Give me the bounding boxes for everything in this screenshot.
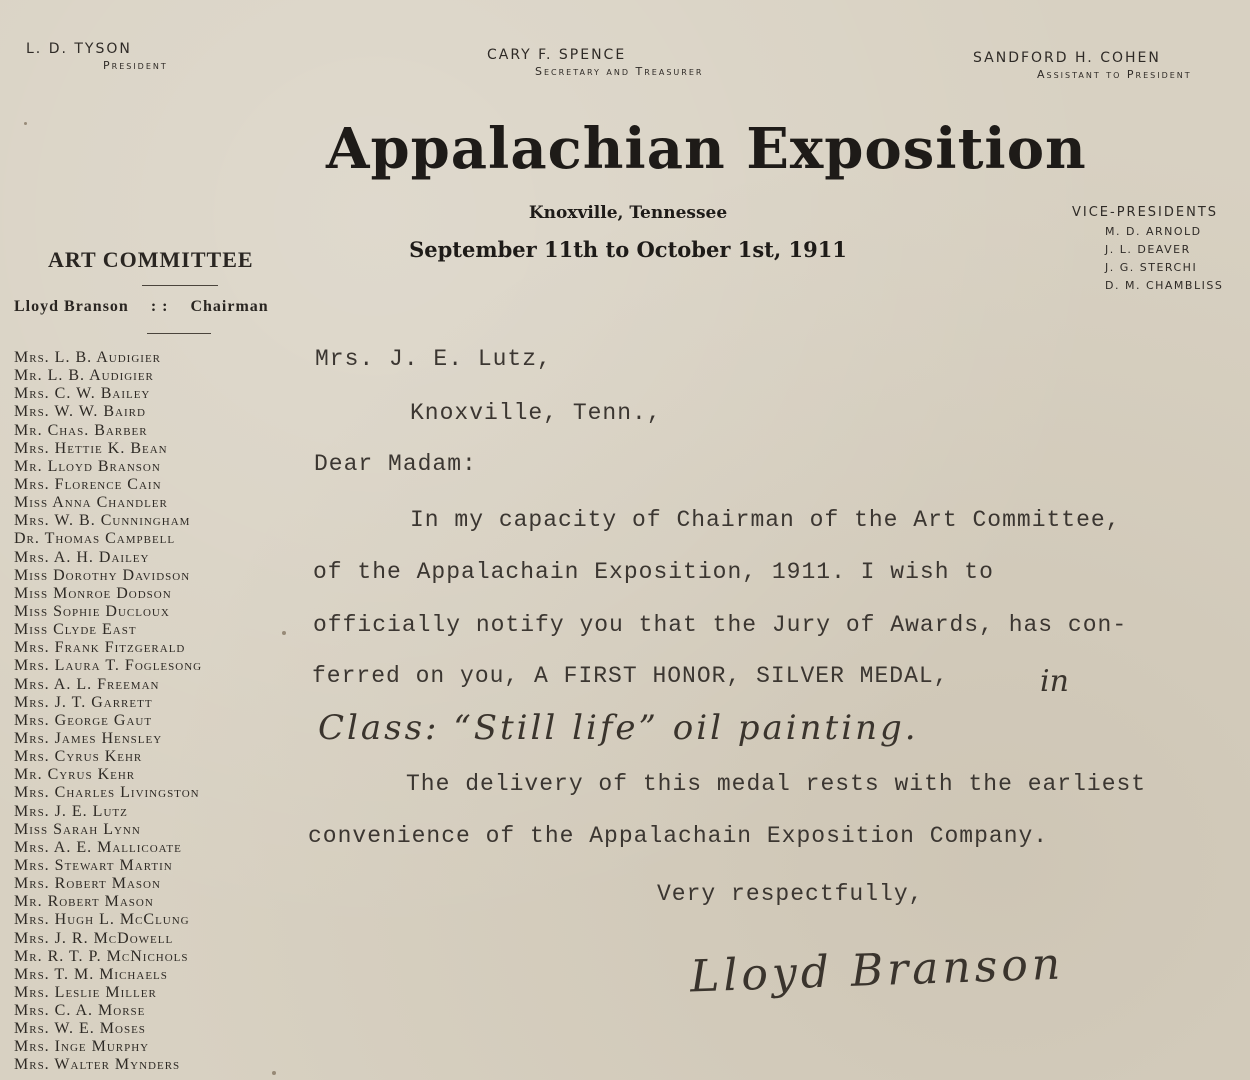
committee-member: Mrs. Charles Livingston	[14, 784, 200, 802]
letter-closing: Very respectfully,	[657, 881, 924, 907]
committee-member: Mrs. Walter Mynders	[14, 1056, 181, 1074]
committee-member: Mr. Robert Mason	[14, 893, 154, 911]
committee-member: Mrs. J. E. Lutz	[14, 802, 128, 820]
letter-address: Knoxville, Tenn.,	[410, 400, 662, 426]
committee-member: Mr. R. T. P. McNichols	[14, 947, 189, 965]
chairman-title: Chairman	[190, 298, 269, 315]
president-block	[26, 41, 168, 72]
committee-member: Mrs. C. A. Morse	[14, 1002, 146, 1020]
committee-member: Mrs. J. R. McDowell	[14, 929, 174, 947]
committee-member: Mrs. Leslie Miller	[14, 983, 157, 1001]
committee-member: Mrs. T. M. Michaels	[14, 965, 168, 983]
vice-presidents-label: VICE-PRESIDENTS	[1072, 205, 1219, 220]
letter-salutation: Dear Madam:	[314, 451, 477, 477]
committee-member: Mrs. Inge Murphy	[14, 1038, 150, 1056]
divider	[142, 285, 218, 286]
committee-member: Mr. L. B. Audigier	[14, 367, 154, 385]
committee-member: Mrs. A. E. Mallicoate	[14, 838, 182, 856]
committee-member: Mrs. J. T. Garrett	[14, 693, 153, 711]
letter-recipient: Mrs. J. E. Lutz,	[315, 346, 552, 372]
paper-speck	[282, 631, 286, 635]
paper-speck	[272, 1071, 276, 1075]
secretary-name: CARY F. SPENCE	[487, 47, 627, 63]
committee-member: Mrs. Robert Mason	[14, 875, 161, 893]
paper-speck	[24, 122, 27, 125]
committee-member: Miss Monroe Dodson	[14, 584, 172, 602]
letter-line: officially notify you that the Jury of Awards, has con-	[313, 612, 1128, 638]
committee-member: Miss Sarah Lynn	[14, 820, 141, 838]
committee-member: Miss Sophie Ducloux	[14, 602, 170, 620]
president-title: President	[103, 59, 168, 72]
committee-member: Mrs. James Hensley	[14, 729, 163, 747]
committee-member: Mr. Chas. Barber	[14, 421, 148, 439]
vice-president-name: J. G. STERCHI	[1105, 261, 1198, 274]
committee-member: Mrs. W. E. Moses	[14, 1020, 146, 1038]
committee-member: Miss Dorothy Davidson	[14, 566, 191, 584]
president-name: L. D. TYSON	[26, 41, 132, 57]
committee-member: Mrs. Stewart Martin	[14, 856, 173, 874]
committee-member: Miss Anna Chandler	[14, 494, 168, 512]
committee-member: Dr. Thomas Campbell	[14, 530, 176, 548]
committee-member: Miss Clyde East	[14, 621, 137, 639]
committee-member: Mrs. Hugh L. McClung	[14, 911, 190, 929]
assistant-title: Assistant to President	[1037, 68, 1192, 81]
committee-member: Mrs. W. B. Cunningham	[14, 512, 191, 530]
letter-line: ferred on you, A FIRST HONOR, SILVER MEDAL,	[312, 663, 949, 689]
committee-member: Mrs. Florence Cain	[14, 475, 162, 493]
exposition-dates: September 11th to October 1st, 1911	[409, 237, 847, 262]
committee-member: Mrs. A. H. Dailey	[14, 548, 150, 566]
letter-line: of the Appalachain Exposition, 1911. I wish to	[313, 559, 994, 585]
vice-presidents-block	[1072, 205, 1223, 295]
committee-members-list	[14, 349, 202, 1075]
committee-member: Mrs. C. W. Bailey	[14, 385, 151, 403]
chairman-line	[14, 298, 269, 316]
letter-line: In my capacity of Chairman of the Art Committee,	[410, 507, 1121, 533]
art-committee-heading: ART COMMITTEE	[48, 247, 254, 272]
handwritten-in: in	[1040, 664, 1069, 699]
signature: Lloyd Branson	[689, 938, 1065, 1003]
chairman-name: Lloyd Branson	[14, 298, 129, 315]
committee-member: Mr. Cyrus Kehr	[14, 766, 136, 784]
committee-member: Mrs. A. L. Freeman	[14, 675, 160, 693]
vice-president-name: M. D. ARNOLD	[1105, 225, 1202, 238]
committee-member: Mrs. Cyrus Kehr	[14, 748, 143, 766]
committee-member: Mrs. Hettie K. Bean	[14, 439, 168, 457]
vice-president-name: D. M. CHAMBLISS	[1105, 279, 1224, 292]
handwritten-class: Class: “Still life” oil painting.	[318, 708, 919, 748]
exposition-title: Appalachian Exposition	[326, 116, 1087, 182]
exposition-location: Knoxville, Tennessee	[528, 203, 728, 223]
vice-president-name: J. L. DEAVER	[1105, 243, 1191, 256]
assistant-block	[973, 50, 1192, 81]
committee-member: Mrs. W. W. Baird	[14, 403, 146, 421]
committee-member: Mr. Lloyd Branson	[14, 457, 161, 475]
chairman-separator: : :	[150, 298, 169, 315]
committee-member: Mrs. L. B. Audigier	[14, 349, 162, 366]
letter-line: The delivery of this medal rests with the earliest	[406, 771, 1147, 797]
divider	[147, 333, 211, 334]
assistant-name: SANDFORD H. COHEN	[973, 50, 1161, 66]
secretary-block	[487, 47, 703, 78]
committee-member: Mrs. George Gaut	[14, 711, 153, 729]
committee-member: Mrs. Laura T. Foglesong	[14, 657, 203, 675]
letter-line: convenience of the Appalachain Exposition Company.	[308, 823, 1049, 849]
secretary-title: Secretary and Treasurer	[535, 65, 704, 78]
committee-member: Mrs. Frank Fitzgerald	[14, 639, 186, 657]
